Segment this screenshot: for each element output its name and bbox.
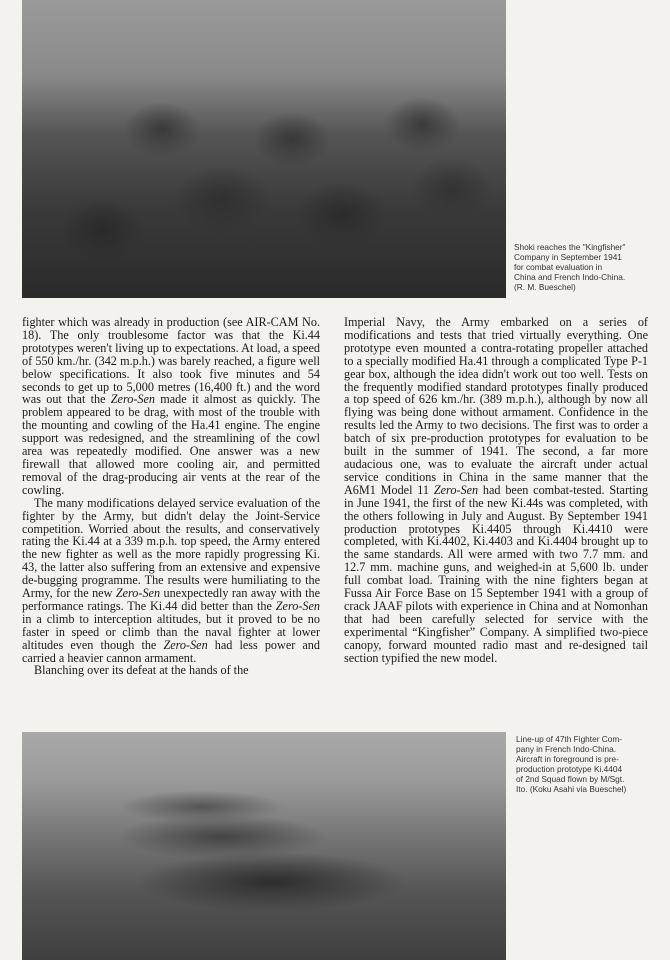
photo-caption-bottom: Line-up of 47th Fighter Com- pany in French Indo-China. Aircraft in foreground is pre- production prototype Ki.4404 of 2nd Squad flown by M/Sgt. Ito. (Koku Asahi via Bueschel): [516, 734, 627, 794]
photo-aircraft-lineup: [22, 732, 506, 960]
photo-pilots-crowd: [22, 0, 506, 298]
text-column-right: [344, 316, 648, 664]
paragraph: Imperial Navy, the Army embarked on a series of modifications and tests that tried virtually everything. One prototype even mounted a contra-rotating propeller attached to a specially modified Ha.41 through a complicated Type P-1 gear box, although the idea didn't work out too well. Tests on the frequently modified standard prototypes finally produced a top speed of 626 km./hr. (389 m.p.h.), although by now all flying was being done without armament. Confidence in the results led the Army to two decisions. The first was to order a batch of six pre-production prototypes for evaluation to be built in the summer of 1941. The second, a far more audacious one, was to evaluate the aircraft under actual service conditions in China in the same manner that the A6M1 Model 11 Zero-Sen had been combat-tested. Starting in June 1941, the first of the new Ki.44s was completed, with the others following in July and August. By September 1941 production prototypes Ki.4405 through Ki.4410 were completed, with Ki.4402, Ki.4403 and Ki.4404 brought up to the same standards. All were armed with two 7.7 mm. and 12.7 mm. machine guns, and weighed-in at 5,600 lb. under full combat load. Training with the nine fighters began at Fussa Air Force Base on 15 September 1941 with a group of crack JAAF pilots with experience in China and at Nomonhan that had been carefully selected for service with the experimental “Kingfisher” Company. A simplified two-piece canopy, forward mounted radio mast and re-designed tail section typified the new model.: [344, 315, 648, 665]
text-column-left: [22, 316, 320, 677]
paragraph: Blanching over its defeat at the hands of the: [34, 663, 249, 678]
paragraph: The many modifications delayed service evaluation of the fighter by the Army, but didn't delay the Joint-Service competition. Worried about the results, and conservatively rating the Ki.44 at a 339 m.p.h. top speed, the Army entered the new fighter as well as the more rapidly progressing Ki. 43, the latter also suffering from an extensive and expensive de-bugging programme. The results were humiliating to the Army, for the new Zero-Sen unexpectedly ran away with the performance ratings. The Ki.44 did better than the Zero-Sen in a climb to interception altitudes, but it proved to be no faster in speed or climb than the naval fighter at lower altitudes even though the Zero-Sen had less power and carried a heavier cannon armament.: [22, 495, 320, 665]
photo-caption-top: Shoki reaches the "Kingfisher" Company in September 1941 for combat evaluation in China and French Indo-China. (R. M. Bueschel): [514, 242, 626, 292]
paragraph: fighter which was already in production (see AIR-CAM No. 18). The only troublesome factor was that the Ki.44 prototypes weren't living up to expectations. At load, a speed of 550 km./hr. (342 m.p.h.) was barely reached, a figure well below specifications. It also took five minutes and 54 seconds to get up to 5,000 metres (16,400 ft.) and the word was out that the Zero-Sen made it almost as quickly. The problem appeared to be drag, with most of the trouble with the mounting and cowling of the Ha.41 engine. The engine support was redesigned, and the streamlining of the cowl area was repeatedly modified. One answer was a new firewall that allowed more cooling air, and permitted removal of the drag-producing air vents at the rear of the cowling.: [22, 315, 320, 497]
